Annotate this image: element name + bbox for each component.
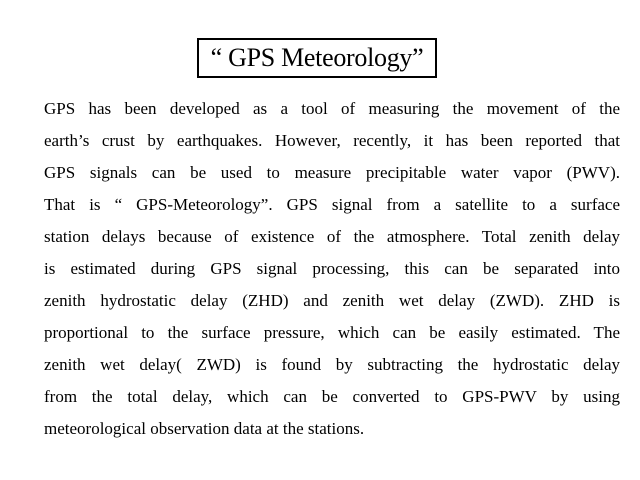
paragraph-line-5: station delays because of existence of the atmosphere. Total zenith delay — [44, 227, 620, 246]
paragraph-line-2: earth’s crust by earthquakes. However, recently, it has been reported that — [44, 131, 620, 150]
paragraph-line-4: That is “ GPS-Meteorology”. GPS signal from a satellite to a surface — [44, 195, 620, 214]
paragraph-line-10: from the total delay, which can be converted to GPS-PWV by using — [44, 387, 620, 406]
paragraph-line-9: zenith wet delay( ZWD) is found by subtracting the hydrostatic delay — [44, 355, 620, 374]
slide-title: “ GPS Meteorology” — [197, 38, 437, 78]
paragraph-line-7: zenith hydrostatic delay (ZHD) and zenith wet delay (ZWD). ZHD is — [44, 291, 620, 310]
paragraph-line-6: is estimated during GPS signal processing, this can be separated into — [44, 259, 620, 278]
paragraph-line-3: GPS signals can be used to measure precipitable water vapor (PWV). — [44, 163, 620, 182]
paragraph-line-11: meteorological observation data at the stations. — [44, 419, 365, 438]
body-paragraph — [44, 95, 620, 447]
paragraph-line-1: GPS has been developed as a tool of measuring the movement of the — [44, 99, 620, 118]
paragraph-line-8: proportional to the surface pressure, which can be easily estimated. The — [44, 323, 620, 342]
